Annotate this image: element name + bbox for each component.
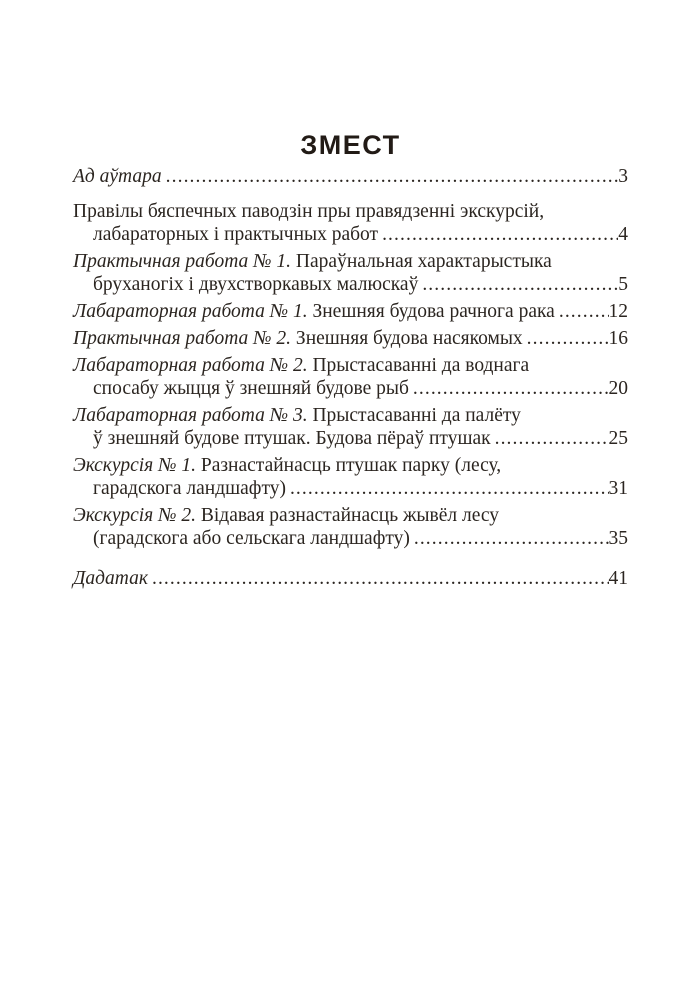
entry-text: (гарадскога або сельскага ландшафту) [93, 528, 410, 549]
toc-entry-line [73, 223, 628, 246]
toc-entry-line [73, 527, 628, 550]
dot-leader [422, 273, 618, 296]
dot-leader [559, 300, 609, 323]
entry-text-rest: Прыстасаванні да воднага [312, 355, 530, 376]
entry-text [73, 505, 499, 526]
toc-entry [73, 404, 628, 450]
entry-text-rest: Прыстасаванні да палёту [312, 405, 521, 426]
entry-heading-italic: Практычная работа № 1. [73, 251, 296, 272]
toc-entry [73, 354, 628, 400]
toc-entry-line [73, 327, 628, 350]
entry-page-number: 20 [608, 378, 628, 399]
dot-leader [527, 327, 609, 350]
toc-entry-line [73, 427, 628, 450]
entry-heading-italic: Практычная работа № 2. [73, 328, 296, 349]
entry-heading-italic: Экскурсія № 2. [73, 505, 201, 526]
entry-heading-italic: Экскурсія № 1. [73, 455, 201, 476]
entry-page-number: 5 [618, 274, 628, 295]
entry-text [73, 300, 555, 323]
entry-text: бруханогіх і двухстворкавых малюскаў [93, 274, 419, 295]
toc-entry [73, 567, 628, 590]
toc-entry-line [73, 567, 628, 590]
toc-entry [73, 300, 628, 323]
toc-entry [73, 165, 628, 188]
entry-text-rest: Відавая разнастайнасць жывёл лесу [200, 505, 500, 526]
entry-heading-italic: Лабараторная работа № 3. [73, 405, 313, 426]
entry-page-number: 31 [608, 478, 628, 499]
entry-page-number: 16 [608, 328, 628, 349]
entry-text [73, 251, 552, 272]
entry-page-number: 35 [608, 528, 628, 549]
toc-entry-line [73, 377, 628, 400]
toc-entry-line [73, 300, 628, 323]
toc-entry-line [73, 273, 628, 296]
toc-entry [73, 504, 628, 550]
entry-page-number: 25 [608, 428, 628, 449]
entry-text-rest: Знешняя будова насякомых [295, 328, 523, 349]
entry-heading-italic: Дадатак [73, 568, 148, 589]
toc-entry-line [73, 477, 628, 500]
dot-leader [166, 165, 619, 188]
entry-page-number: 4 [618, 224, 628, 245]
entry-text-rest: Знешняя будова рачнога рака [312, 301, 555, 322]
entry-text [73, 455, 501, 476]
toc-entry-line [73, 165, 628, 188]
toc-entry-line [73, 250, 628, 273]
entry-heading-italic: Лабараторная работа № 2. [73, 355, 313, 376]
entry-heading-italic: Лабараторная работа № 1. [73, 301, 313, 322]
entry-text: ў знешняй будове птушак. Будова пёраў птушак [93, 428, 491, 449]
dot-leader [495, 427, 609, 450]
toc-entry-line [73, 200, 628, 223]
entry-page-number: 3 [618, 166, 628, 187]
dot-leader [290, 477, 609, 500]
entry-text [73, 405, 521, 426]
toc-entry [73, 327, 628, 350]
table-of-contents [73, 165, 628, 590]
entry-heading-italic: Ад аўтара [73, 166, 162, 187]
entry-page-number: 41 [608, 568, 628, 589]
dot-leader [414, 527, 609, 550]
dot-leader [413, 377, 609, 400]
entry-text [73, 567, 148, 590]
entry-text: Правілы бяспечных паводзін пры правядзенні экскурсій, [73, 201, 545, 222]
toc-entry-line [73, 454, 628, 477]
dot-leader [152, 567, 609, 590]
dot-leader [382, 223, 618, 246]
toc-entry-line [73, 504, 628, 527]
entry-text [73, 327, 523, 350]
entry-text [73, 355, 529, 376]
entry-text: гарадскога ландшафту) [93, 478, 286, 499]
entry-page-number: 12 [608, 301, 628, 322]
toc-entry [73, 200, 628, 246]
page-title: ЗМЕСТ [300, 130, 401, 160]
entry-text-rest: Параўнальная характарыстыка [295, 251, 552, 272]
toc-entry-line [73, 404, 628, 427]
entry-text: лабараторных і практычных работ [93, 224, 379, 245]
entry-text [73, 165, 162, 188]
toc-entry-line [73, 354, 628, 377]
toc-entry [73, 454, 628, 500]
toc-entry [73, 250, 628, 296]
entry-text: спосабу жыцця ў знешняй будове рыб [93, 378, 409, 399]
entry-text-rest: Разнастайнасць птушак парку (лесу, [200, 455, 502, 476]
